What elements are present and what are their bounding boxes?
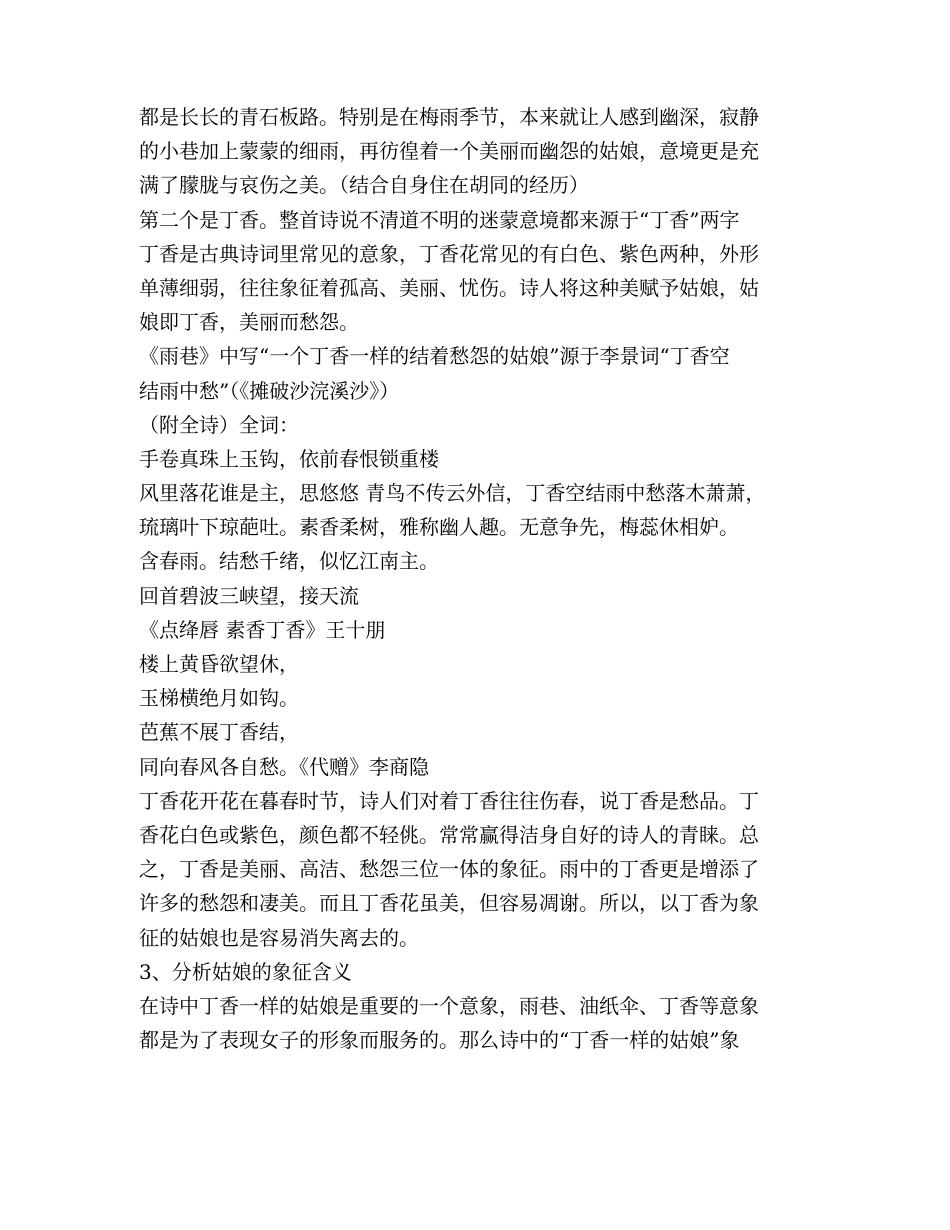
text-line-14: 含春雨。结愁千绪，似忆江南主。: [139, 549, 439, 574]
text-line-27: 在诗中丁香一样的姑娘是重要的一个意象，雨巷、油纸伞、丁香等意象: [139, 993, 759, 1018]
text-line-19: 芭蕉不展丁香结，: [139, 720, 299, 745]
text-line-28: 都是为了表现女子的形象而服务的。那么诗中的“丁香一样的姑娘”象: [139, 1028, 740, 1053]
text-line-5: 丁香是古典诗词里常见的意象，丁香花常见的有白色、紫色两种，外形: [139, 241, 759, 266]
text-line-25: 征的姑娘也是容易消失离去的。: [139, 925, 419, 950]
text-line-16: 《点绛唇 素香丁香》王十朋: [139, 617, 386, 642]
text-line-13: 琉璃叶下琼葩吐。素香柔树，雅称幽人趣。无意争先，梅蕊休相妒。: [139, 515, 739, 540]
text-line-4: 第二个是丁香。整首诗说不清道不明的迷蒙意境都来源于“丁香”两字: [139, 207, 740, 232]
text-line-8: 《雨巷》中写“一个丁香一样的结着愁怨的姑娘”源于李景词“丁香空: [139, 344, 730, 369]
text-line-9: 结雨中愁”（《摊破沙浣溪沙》）: [139, 378, 400, 403]
text-line-12: 风里落花谁是主，思悠悠 青鸟不传云外信，丁香空结雨中愁落木萧萧，: [139, 481, 766, 506]
text-line-20: 同向春风各自愁。《代赠》李商隐: [139, 754, 429, 779]
document-text-body: [139, 100, 829, 1057]
text-line-1: 都是长长的青石板路。特别是在梅雨季节，本来就让人感到幽深，寂静: [139, 105, 759, 129]
text-line-24: 许多的愁怨和凄美。而且丁香花虽美，但容易凋谢。所以，以丁香为象: [139, 891, 759, 916]
text-line-6: 单薄细弱，往往象征着孤高、美丽、忧伤。诗人将这种美赋予姑娘，姑: [139, 275, 759, 300]
text-line-18: 玉梯横绝月如钩。: [139, 686, 299, 711]
text-line-23: 之，丁香是美丽、高洁、愁怨三位一体的象征。雨中的丁香更是增添了: [139, 857, 759, 882]
text-line-17: 楼上黄昏欲望休，: [139, 652, 299, 676]
text-line-10: （附全诗）全词：: [139, 412, 299, 437]
text-line-21: 丁香花开花在暮春时节，诗人们对着丁香往往伤春，说丁香是愁品。丁: [139, 788, 759, 813]
text-line-7: 娘即丁香，美丽而愁怨。: [139, 310, 359, 335]
text-line-11: 手卷真珠上玉钩，依前春恨锁重楼: [139, 446, 439, 471]
text-line-3: 满了朦胧与哀伤之美。（结合自身住在胡同的经历）: [139, 173, 589, 198]
text-line-15: 回首碧波三峡望，接天流: [139, 583, 359, 608]
section-heading: 3、分析姑娘的象征含义: [139, 959, 352, 984]
text-line-2: 的小巷加上蒙蒙的细雨，再彷徨着一个美丽而幽怨的姑娘，意境更是充: [139, 139, 759, 164]
text-line-22: 香花白色或紫色，颜色都不轻佻。常常赢得洁身自好的诗人的青睐。总: [139, 822, 759, 847]
